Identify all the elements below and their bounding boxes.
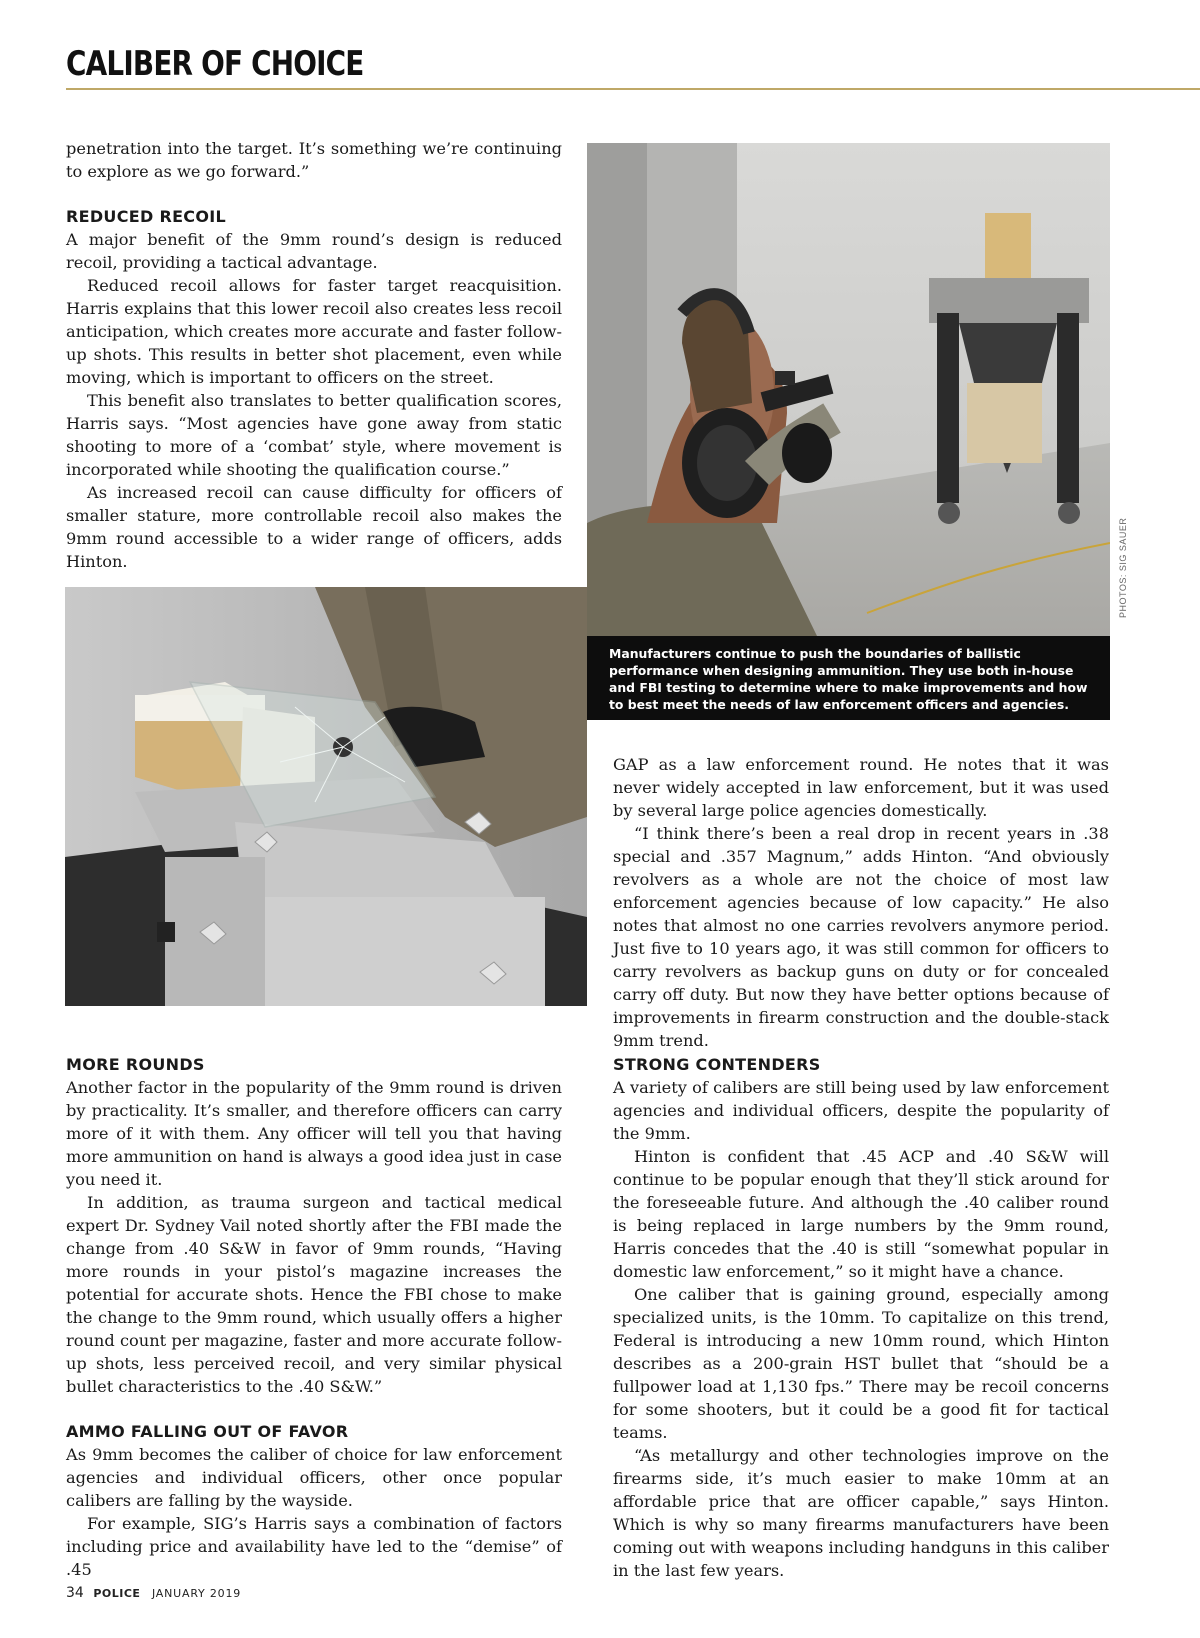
paragraph: For example, SIG’s Harris says a combination of factors including price and availability have led to the “demise” of .45 [66,1514,562,1579]
paragraph: GAP as a law enforcement round. He notes that it was never widely accepted in law enforcement, but it was used by several large police agencies domestically. [613,755,1109,820]
right-column-middle [613,753,1109,1052]
paragraph: “As metallurgy and other technologies improve on the firearms side, it’s much easier to make 10mm at an affordable price that are officer capable,” says Hinton. Which is why so many firearms manufacturers have been coming out with weapons including handguns in this caliber in the last few years. [613,1446,1109,1580]
magazine-name: POLICE [93,1587,141,1600]
paragraph: Another factor in the popularity of the 9mm round is driven by practicality. It’s smaller, and therefore officers can carry more of it with them. Any officer will tell you that having more ammunition on hand is always a good idea just in case you need it. [66,1078,562,1189]
paragraph: A variety of calibers are still being used by law enforcement agencies and individual officers, despite the popularity of the 9mm. [613,1078,1109,1143]
paragraph: One caliber that is gaining ground, especially among specialized units, is the 10mm. To capitalize on this trend, Federal is introducing a new 10mm round, which Hinton describes as a 200-grain HST bullet that “should be a fullpower load at 1,130 fps.” There may be recoil concerns for some shooters, but it could be a good fit for tactical teams. [613,1285,1109,1442]
paragraph: A major benefit of the 9mm round’s design is reduced recoil, providing a tactical advantage. [66,230,562,272]
page-footer [66,1585,241,1601]
shooter-photo-illustration [587,143,1110,636]
left-column-top [66,137,562,573]
section-heading-ammo-falling: AMMO FALLING OUT OF FAVOR [66,1422,349,1441]
photo-credit: PHOTOS: SIG SAUER [1118,517,1128,618]
paragraph: As 9mm becomes the caliber of choice for law enforcement agencies and individual officers, other once popular calibers are falling by the wayside. [66,1445,562,1510]
paragraph: “I think there’s been a real drop in recent years in .38 special and .357 Magnum,” adds Hinton. “And obviously revolvers as a whole are not the choice of most law enforcement agencies because of low capacity.” He also notes that almost no one carries revolvers anymore period. Just five to 10 years ago, it was still common for officers to carry revolvers as backup guns on duty or for concealed carry off duty. But now they have better options because of improvements in firearm construction and the double-stack 9mm trend. [613,824,1109,1050]
photo-caption: Manufacturers continue to push the boundaries of ballistic performance when designing ammunition. They use both in-house and FBI testing to determine where to make improvements and how to best meet the needs of law enforcement officers and agencies. [587,636,1110,720]
section-heading-strong-contenders: STRONG CONTENDERS [613,1055,821,1074]
issue-date: JANUARY 2019 [151,1587,242,1600]
header-rule [66,88,1200,90]
paragraph: penetration into the target. It’s something we’re continuing to explore as we go forward.” [66,139,562,181]
paragraph: This benefit also translates to better qualification scores, Harris says. “Most agencies have gone away from static shooting to more of a ‘combat’ style, where movement is incorporated while shooting the qualification course.” [66,391,562,479]
left-column-bottom [66,1053,562,1581]
right-column-bottom [613,1053,1109,1582]
paragraph: Reduced recoil allows for faster target reacquisition. Harris explains that this lower recoil also creates less recoil anticipation, which creates more accurate and faster follow-up shots. This results in better shot placement, even while moving, which is important to officers on the street. [66,276,562,387]
paragraph: In addition, as trauma surgeon and tactical medical expert Dr. Sydney Vail noted shortly after the FBI made the change from .40 S&W in favor of 9mm rounds, “Having more rounds in your pistol’s magazine increases the potential for accurate shots. Hence the FBI chose to make the change to the 9mm round, which usually offers a higher round count per magazine, faster and more accurate follow-up shots, less perceived recoil, and very similar physical bullet characteristics to the .40 S&W.” [66,1193,562,1396]
paragraph: Hinton is confident that .45 ACP and .40 S&W will continue to be popular enough that they’ll stick around for the foreseeable future. And although the .40 caliber round is being replaced in large numbers by the 9mm round, Harris concedes that the .40 is still “somewhat popular in domestic law enforcement,” so it might have a chance. [613,1147,1109,1281]
ballistic-photo-illustration [65,587,587,1006]
section-heading-more-rounds: MORE ROUNDS [66,1055,205,1074]
page-number: 34 [66,1585,84,1601]
section-heading-reduced-recoil: REDUCED RECOIL [66,207,226,226]
page-header-title: CALIBER OF CHOICE [66,44,364,84]
photo-shooter-range [587,143,1110,636]
paragraph: As increased recoil can cause difficulty for officers of smaller stature, more controllable recoil also makes the 9mm round accessible to a wider range of officers, adds Hinton. [66,483,562,571]
photo-ballistic-test [65,587,587,1006]
